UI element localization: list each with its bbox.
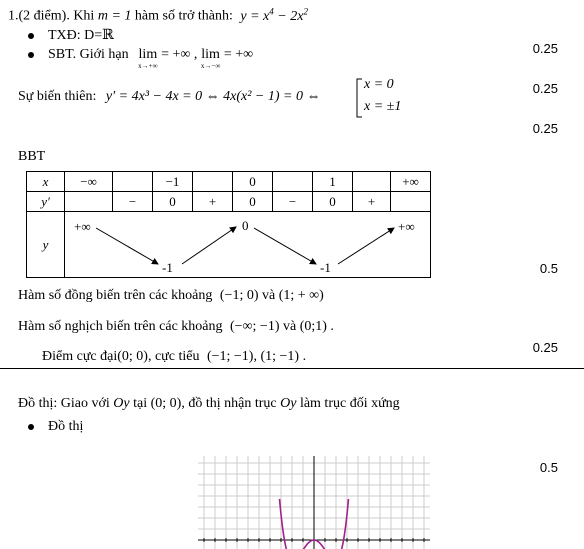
y-value-plus-inf-right: +∞	[398, 219, 415, 234]
y-label: y	[27, 212, 65, 278]
variation-line: Sự biến thiên: y′ = 4x³ − 4x = 0 ⇔ 4x(x² − 1) = 0 ⇔	[18, 89, 321, 104]
yprime-sign: 0	[313, 192, 353, 212]
score: 0.25	[532, 81, 558, 96]
bbt-title: BBT	[18, 149, 46, 164]
y-value-min-left: -1	[162, 260, 173, 275]
arrow-up	[182, 227, 236, 264]
yprime-sign: +	[353, 192, 391, 212]
yprime-sign: −	[113, 192, 153, 212]
score: 0.5	[539, 460, 558, 475]
y-value-min-right: -1	[320, 260, 331, 275]
x-value: 0	[233, 172, 273, 192]
limit-minus-inf: lim x→−∞	[200, 47, 221, 70]
yprime-sign: −	[273, 192, 313, 212]
x-label: x	[27, 172, 65, 192]
domain-bullet: TXĐ: D=ℝ	[28, 27, 114, 44]
case-x-zero: x = 0	[364, 77, 394, 92]
graph-intro-line: Đồ thị: Giao với Oy tại (0; 0), đồ thị nhận trục Oy làm trục đối xứng	[18, 396, 400, 411]
yprime-label: y′	[27, 192, 65, 212]
y-value-plus-inf-left: +∞	[74, 219, 91, 234]
derivative-equation: y′ = 4x³ − 4x = 0 ⇔ 4x(x² − 1) = 0 ⇔	[105, 89, 321, 104]
max-point: (0; 0)	[117, 349, 148, 364]
arrow-down	[96, 228, 158, 264]
limit-plus-inf: lim x→+∞	[138, 47, 158, 70]
bullet-icon	[28, 424, 34, 430]
min-points: (−1; −1), (1; −1) .	[206, 349, 307, 364]
score: 0.25	[532, 340, 558, 355]
increasing-intervals: (−1; 0) và (1; + ∞)	[219, 288, 324, 303]
score: 0.5	[539, 261, 558, 276]
yprime-sign: +	[193, 192, 233, 212]
x-value: 1	[313, 172, 353, 192]
x-value: −∞	[65, 172, 113, 192]
increasing-line: Hàm số đồng biến trên các khoảng (−1; 0) và (1; + ∞)	[18, 288, 324, 303]
arrow-up	[338, 228, 394, 264]
function-formula: $y = x^4 - 2x^2$	[240, 6, 308, 24]
decreasing-line: Hàm số nghịch biến trên các khoảng (−∞; −1) và (0;1) .	[18, 319, 334, 334]
decreasing-intervals: (−∞; −1) và (0;1) .	[230, 319, 334, 334]
yprime-sign: 0	[153, 192, 193, 212]
yprime-sign: 0	[233, 192, 273, 212]
part-heading: 1.(2 điểm). Khi m = 1 hàm số trở thành: $y = x^4 - 2x^2$	[8, 6, 308, 24]
arrow-down	[254, 228, 316, 264]
score: 0.25	[532, 121, 558, 136]
divider	[0, 368, 584, 369]
extrema-line: Điểm cực đại(0; 0), cực tiểu (−1; −1), (1; −1) .	[42, 349, 307, 364]
m-condition: m = 1	[97, 8, 132, 24]
x-value: +∞	[391, 172, 431, 192]
limits-bullet: SBT. Giới hạn lim x→+∞ = +∞ , lim x→−∞ = +∞	[28, 47, 253, 70]
graph-bullet: Đồ thị	[28, 419, 83, 435]
case-x-pm1: x = ±1	[364, 99, 402, 114]
function-graph	[198, 456, 430, 549]
x-value: −1	[153, 172, 193, 192]
score: 0.25	[532, 41, 558, 56]
y-value-max: 0	[242, 218, 249, 233]
